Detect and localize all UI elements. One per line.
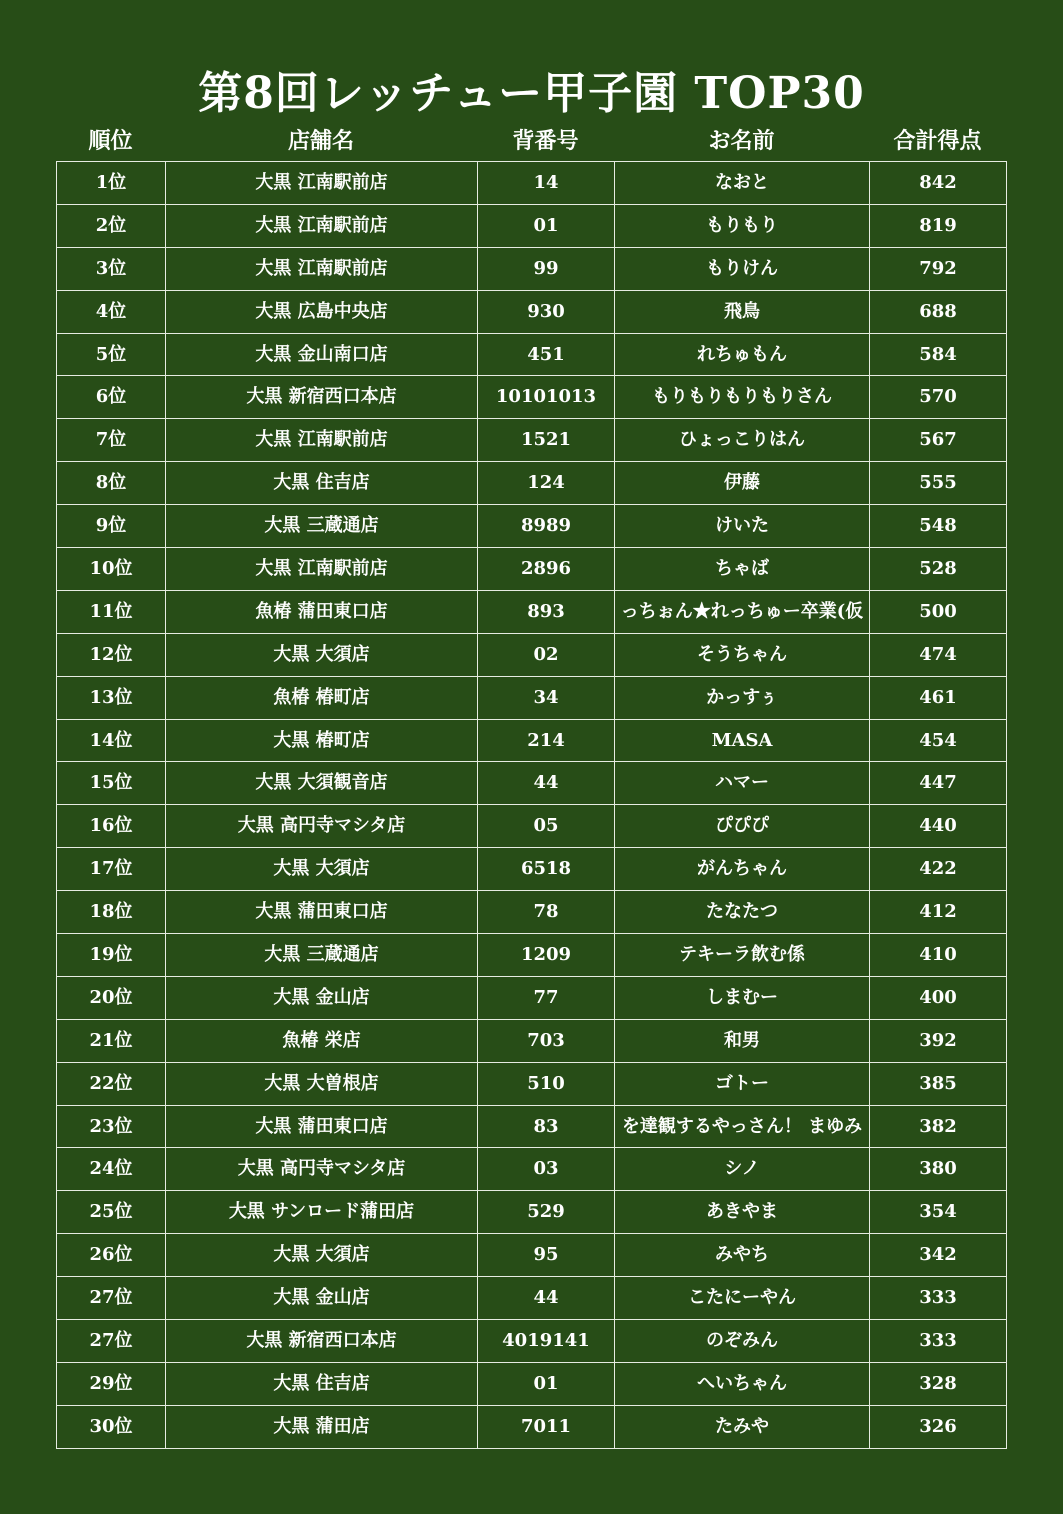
table-row bbox=[57, 247, 1007, 290]
number-cell: 4019141 bbox=[478, 1320, 615, 1363]
score-cell: 454 bbox=[870, 719, 1007, 762]
table-row bbox=[57, 1191, 1007, 1234]
header-rank: 順位 bbox=[88, 128, 133, 154]
number-cell: 1209 bbox=[478, 934, 615, 977]
name-cell: へいちゃん bbox=[615, 1362, 870, 1405]
score-cell: 410 bbox=[870, 934, 1007, 977]
name-cell: そうちゃん bbox=[615, 633, 870, 676]
table-row bbox=[57, 462, 1007, 505]
name-cell: ちゃば bbox=[615, 548, 870, 591]
rank-cell: 2位 bbox=[57, 204, 166, 247]
name-cell: MASA bbox=[615, 719, 870, 762]
rank-cell: 20位 bbox=[57, 976, 166, 1019]
header-store: 店舗名 bbox=[287, 128, 354, 154]
table-row bbox=[57, 1405, 1007, 1448]
rank-cell: 6位 bbox=[57, 376, 166, 419]
name-cell: けいた bbox=[615, 505, 870, 548]
score-cell: 385 bbox=[870, 1062, 1007, 1105]
number-cell: 124 bbox=[478, 462, 615, 505]
store-cell: 大黒 蒲田店 bbox=[166, 1405, 478, 1448]
number-cell: 7011 bbox=[478, 1405, 615, 1448]
name-cell: れちゅもん bbox=[615, 333, 870, 376]
number-cell: 78 bbox=[478, 891, 615, 934]
rank-cell: 21位 bbox=[57, 1019, 166, 1062]
store-cell: 大黒 住吉店 bbox=[166, 1362, 478, 1405]
table-row bbox=[57, 1019, 1007, 1062]
store-cell: 大黒 三蔵通店 bbox=[166, 505, 478, 548]
score-cell: 412 bbox=[870, 891, 1007, 934]
name-cell: 和男 bbox=[615, 1019, 870, 1062]
ranking-table bbox=[56, 161, 1007, 1449]
number-cell: 893 bbox=[478, 590, 615, 633]
number-cell: 77 bbox=[478, 976, 615, 1019]
rank-cell: 9位 bbox=[57, 505, 166, 548]
name-cell: 飛鳥 bbox=[615, 290, 870, 333]
number-cell: 03 bbox=[478, 1148, 615, 1191]
ranking-body bbox=[57, 162, 1007, 1449]
rank-cell: 12位 bbox=[57, 633, 166, 676]
number-cell: 1521 bbox=[478, 419, 615, 462]
rank-cell: 25位 bbox=[57, 1191, 166, 1234]
table-row bbox=[57, 548, 1007, 591]
number-cell: 01 bbox=[478, 1362, 615, 1405]
rank-cell: 1位 bbox=[57, 162, 166, 205]
name-cell: 伊藤 bbox=[615, 462, 870, 505]
score-cell: 380 bbox=[870, 1148, 1007, 1191]
store-cell: 大黒 新宿西口本店 bbox=[166, 376, 478, 419]
name-cell: のぞみん bbox=[615, 1320, 870, 1363]
number-cell: 2896 bbox=[478, 548, 615, 591]
table-row bbox=[57, 1362, 1007, 1405]
number-cell: 14 bbox=[478, 162, 615, 205]
table-row bbox=[57, 419, 1007, 462]
number-cell: 214 bbox=[478, 719, 615, 762]
store-cell: 大黒 三蔵通店 bbox=[166, 934, 478, 977]
table-row bbox=[57, 934, 1007, 977]
table-row bbox=[57, 976, 1007, 1019]
store-cell: 大黒 江南駅前店 bbox=[166, 247, 478, 290]
rank-cell: 5位 bbox=[57, 333, 166, 376]
number-cell: 95 bbox=[478, 1234, 615, 1277]
rank-cell: 4位 bbox=[57, 290, 166, 333]
score-cell: 333 bbox=[870, 1320, 1007, 1363]
rank-cell: 23位 bbox=[57, 1105, 166, 1148]
column-headers bbox=[56, 122, 1006, 160]
rank-cell: 18位 bbox=[57, 891, 166, 934]
score-cell: 570 bbox=[870, 376, 1007, 419]
number-cell: 44 bbox=[478, 762, 615, 805]
number-cell: 529 bbox=[478, 1191, 615, 1234]
rank-cell: 3位 bbox=[57, 247, 166, 290]
score-cell: 567 bbox=[870, 419, 1007, 462]
score-cell: 548 bbox=[870, 505, 1007, 548]
table-row bbox=[57, 1277, 1007, 1320]
table-row bbox=[57, 1320, 1007, 1363]
rank-cell: 8位 bbox=[57, 462, 166, 505]
score-cell: 333 bbox=[870, 1277, 1007, 1320]
table-row bbox=[57, 204, 1007, 247]
number-cell: 10101013 bbox=[478, 376, 615, 419]
score-cell: 819 bbox=[870, 204, 1007, 247]
number-cell: 83 bbox=[478, 1105, 615, 1148]
rank-cell: 10位 bbox=[57, 548, 166, 591]
page-title: 第8回レッチュー甲子園 TOP30 bbox=[198, 68, 865, 119]
name-cell: こたにーやん bbox=[615, 1277, 870, 1320]
name-cell: っちぉん★れっちゅー卒業(仮 bbox=[615, 590, 870, 633]
rank-cell: 17位 bbox=[57, 848, 166, 891]
number-cell: 6518 bbox=[478, 848, 615, 891]
score-cell: 447 bbox=[870, 762, 1007, 805]
score-cell: 528 bbox=[870, 548, 1007, 591]
store-cell: 大黒 江南駅前店 bbox=[166, 162, 478, 205]
store-cell: 大黒 大須店 bbox=[166, 1234, 478, 1277]
table-row bbox=[57, 1062, 1007, 1105]
rank-cell: 11位 bbox=[57, 590, 166, 633]
name-cell: テキーラ飲む係 bbox=[615, 934, 870, 977]
score-cell: 842 bbox=[870, 162, 1007, 205]
table-row bbox=[57, 505, 1007, 548]
rank-cell: 27位 bbox=[57, 1320, 166, 1363]
score-cell: 354 bbox=[870, 1191, 1007, 1234]
rank-cell: 13位 bbox=[57, 676, 166, 719]
table-row bbox=[57, 891, 1007, 934]
rank-cell: 26位 bbox=[57, 1234, 166, 1277]
name-cell: たみや bbox=[615, 1405, 870, 1448]
rank-cell: 19位 bbox=[57, 934, 166, 977]
store-cell: 大黒 新宿西口本店 bbox=[166, 1320, 478, 1363]
header-score: 合計得点 bbox=[893, 128, 982, 154]
number-cell: 44 bbox=[478, 1277, 615, 1320]
store-cell: 大黒 高円寺マシタ店 bbox=[166, 1148, 478, 1191]
score-cell: 555 bbox=[870, 462, 1007, 505]
table-row bbox=[57, 290, 1007, 333]
name-cell: もりけん bbox=[615, 247, 870, 290]
store-cell: 大黒 江南駅前店 bbox=[166, 419, 478, 462]
score-cell: 326 bbox=[870, 1405, 1007, 1448]
score-cell: 382 bbox=[870, 1105, 1007, 1148]
store-cell: 大黒 住吉店 bbox=[166, 462, 478, 505]
name-cell: もりもり bbox=[615, 204, 870, 247]
store-cell: 大黒 蒲田東口店 bbox=[166, 891, 478, 934]
name-cell: みやち bbox=[615, 1234, 870, 1277]
score-cell: 461 bbox=[870, 676, 1007, 719]
rank-cell: 29位 bbox=[57, 1362, 166, 1405]
number-cell: 8989 bbox=[478, 505, 615, 548]
store-cell: 大黒 サンロード蒲田店 bbox=[166, 1191, 478, 1234]
score-cell: 584 bbox=[870, 333, 1007, 376]
table-row bbox=[57, 676, 1007, 719]
name-cell: シノ bbox=[615, 1148, 870, 1191]
name-cell: がんちゃん bbox=[615, 848, 870, 891]
name-cell: ひょっこりはん bbox=[615, 419, 870, 462]
score-cell: 440 bbox=[870, 805, 1007, 848]
store-cell: 大黒 金山南口店 bbox=[166, 333, 478, 376]
rank-cell: 30位 bbox=[57, 1405, 166, 1448]
rank-cell: 15位 bbox=[57, 762, 166, 805]
rank-cell: 16位 bbox=[57, 805, 166, 848]
store-cell: 大黒 江南駅前店 bbox=[166, 204, 478, 247]
number-cell: 451 bbox=[478, 333, 615, 376]
rank-cell: 24位 bbox=[57, 1148, 166, 1191]
number-cell: 510 bbox=[478, 1062, 615, 1105]
name-cell: あきやま bbox=[615, 1191, 870, 1234]
number-cell: 703 bbox=[478, 1019, 615, 1062]
number-cell: 930 bbox=[478, 290, 615, 333]
table-row bbox=[57, 719, 1007, 762]
store-cell: 魚椿 蒲田東口店 bbox=[166, 590, 478, 633]
name-cell: もりもりもりもりさん bbox=[615, 376, 870, 419]
store-cell: 大黒 大須店 bbox=[166, 848, 478, 891]
table-row bbox=[57, 590, 1007, 633]
name-cell: ハマー bbox=[615, 762, 870, 805]
header-name: お名前 bbox=[708, 128, 775, 154]
score-cell: 474 bbox=[870, 633, 1007, 676]
score-cell: 500 bbox=[870, 590, 1007, 633]
store-cell: 大黒 江南駅前店 bbox=[166, 548, 478, 591]
name-cell: なおと bbox=[615, 162, 870, 205]
score-cell: 342 bbox=[870, 1234, 1007, 1277]
name-cell: ぴぴぴ bbox=[615, 805, 870, 848]
score-cell: 422 bbox=[870, 848, 1007, 891]
rank-cell: 14位 bbox=[57, 719, 166, 762]
table-row bbox=[57, 376, 1007, 419]
store-cell: 大黒 高円寺マシタ店 bbox=[166, 805, 478, 848]
store-cell: 大黒 大須観音店 bbox=[166, 762, 478, 805]
table-row bbox=[57, 1148, 1007, 1191]
rank-cell: 7位 bbox=[57, 419, 166, 462]
store-cell: 大黒 金山店 bbox=[166, 976, 478, 1019]
rank-cell: 27位 bbox=[57, 1277, 166, 1320]
name-cell: しまむー bbox=[615, 976, 870, 1019]
score-cell: 392 bbox=[870, 1019, 1007, 1062]
store-cell: 大黒 金山店 bbox=[166, 1277, 478, 1320]
store-cell: 大黒 蒲田東口店 bbox=[166, 1105, 478, 1148]
table-row bbox=[57, 1105, 1007, 1148]
number-cell: 99 bbox=[478, 247, 615, 290]
store-cell: 魚椿 椿町店 bbox=[166, 676, 478, 719]
store-cell: 大黒 大須店 bbox=[166, 633, 478, 676]
score-cell: 792 bbox=[870, 247, 1007, 290]
store-cell: 大黒 広島中央店 bbox=[166, 290, 478, 333]
rank-cell: 22位 bbox=[57, 1062, 166, 1105]
header-number: 背番号 bbox=[512, 128, 579, 154]
table-row bbox=[57, 848, 1007, 891]
name-cell: ゴトー bbox=[615, 1062, 870, 1105]
number-cell: 05 bbox=[478, 805, 615, 848]
table-row bbox=[57, 162, 1007, 205]
table-row bbox=[57, 333, 1007, 376]
store-cell: 大黒 大曽根店 bbox=[166, 1062, 478, 1105]
table-row bbox=[57, 633, 1007, 676]
score-cell: 400 bbox=[870, 976, 1007, 1019]
table-row bbox=[57, 1234, 1007, 1277]
table-row bbox=[57, 805, 1007, 848]
name-cell: を達観するやっさん！ まゆみ bbox=[615, 1105, 870, 1148]
score-cell: 688 bbox=[870, 290, 1007, 333]
number-cell: 02 bbox=[478, 633, 615, 676]
name-cell: かっすぅ bbox=[615, 676, 870, 719]
score-cell: 328 bbox=[870, 1362, 1007, 1405]
number-cell: 34 bbox=[478, 676, 615, 719]
table-row bbox=[57, 762, 1007, 805]
store-cell: 大黒 椿町店 bbox=[166, 719, 478, 762]
name-cell: たなたつ bbox=[615, 891, 870, 934]
store-cell: 魚椿 栄店 bbox=[166, 1019, 478, 1062]
number-cell: 01 bbox=[478, 204, 615, 247]
